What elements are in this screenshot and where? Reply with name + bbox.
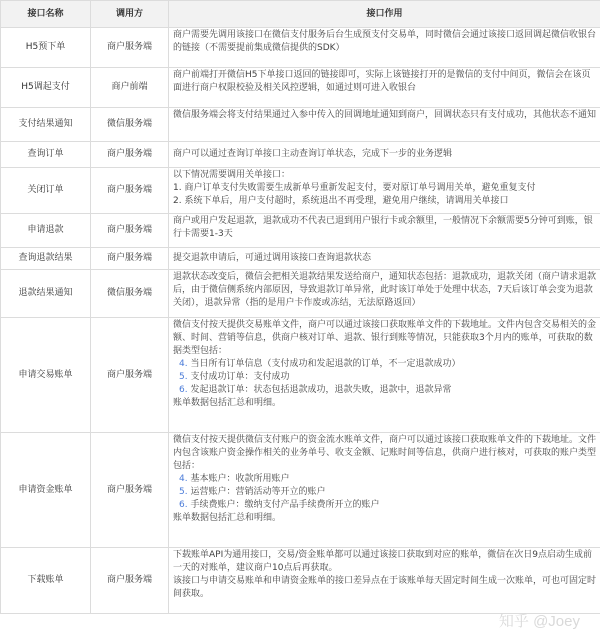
api-name: 查询退款结果	[1, 248, 91, 270]
table-row	[1, 433, 600, 548]
description-line: 以下情况需要调用关单接口：	[173, 170, 291, 180]
api-caller: 商户服务端	[91, 318, 169, 433]
api-description	[169, 318, 600, 433]
list-item: 6. 发起退款订单：状态包括退款成功，退款失败，退款中，退款异常	[179, 385, 452, 395]
list-item: 4. 基本账户：收款所用账户	[179, 474, 290, 484]
table-row	[1, 248, 600, 270]
api-description: 商户前端打开微信H5下单接口返回的链接即可，实际上该链接打开的是微信的支付中间页，微信会在该页面进行商户权限校验及相关风控逻辑，如通过则可进入收银台	[169, 68, 600, 108]
api-description: 商户需要先调用该接口在微信支付服务后台生成预支付交易单，同时微信会通过该接口返回调起微信收银台的链接（不需要提前集成微信提供的SDK）	[169, 28, 600, 68]
api-description	[169, 433, 600, 548]
api-name: 支付结果通知	[1, 108, 91, 142]
api-name: 申请退款	[1, 214, 91, 248]
api-caller: 商户服务端	[91, 433, 169, 548]
api-name: H5预下单	[1, 28, 91, 68]
api-caller: 商户服务端	[91, 214, 169, 248]
header-name: 接口名称	[1, 1, 91, 28]
api-caller: 商户服务端	[91, 142, 169, 168]
api-description	[169, 168, 600, 214]
api-description: 商户可以通过查询订单接口主动查询订单状态，完成下一步的业务逻辑	[169, 142, 600, 168]
description-intro: 微信支付按天提供交易账单文件，商户可以通过该接口获取账单文件的下载地址。文件内包含交易相关的金额、时间、营销等信息，供商户核对订单、退款、银行到账等情况，只能获取3个月内的账单，可获取的数据类型包括：	[173, 320, 597, 356]
api-description: 微信服务端会将支付结果通过入参中传入的回调地址通知到商户，回调状态只有支付成功，其他状态不通知	[169, 108, 600, 142]
table-row	[1, 168, 600, 214]
api-description: 提交退款申请后，可通过调用该接口查询退款状态	[169, 248, 600, 270]
watermark: 知乎 @Joey	[498, 613, 580, 630]
header-caller: 调用方	[91, 1, 169, 28]
api-caller: 商户服务端	[91, 28, 169, 68]
description-line: 该接口与申请交易账单和申请资金账单的接口差异点在于该账单每天固定时间生成一次账单，可也可固定时间获取。	[173, 576, 597, 599]
api-name: 查询订单	[1, 142, 91, 168]
description-line: 2. 系统下单后，用户支付超时，系统退出不再受理，避免用户继续，请调用关单接口	[173, 196, 509, 206]
description-line: 下载账单API为通用接口，交易/资金账单都可以通过该接口获取到对应的账单，微信在次日9点启动生成前一天的对账单，建议商户10点后再获取。	[173, 550, 592, 573]
api-description: 商户或用户发起退款，退款成功不代表已退到用户银行卡或余额里，一般情况下余额需要5分钟可到账，银行卡需要1-3天	[169, 214, 600, 248]
header-purpose: 接口作用	[169, 1, 600, 28]
table-row	[1, 270, 600, 318]
api-name: 申请资金账单	[1, 433, 91, 548]
description-outro: 账单数据包括汇总和明细。	[173, 513, 282, 523]
description-line: 1. 商户订单支付失败需要生成新单号重新发起支付，要对原订单号调用关单，避免重复支付	[173, 183, 536, 193]
table-header-row	[1, 1, 600, 28]
api-description	[169, 548, 600, 614]
description-intro: 微信支付按天提供微信支付账户的资金流水账单文件，商户可以通过该接口获取账单文件的下载地址。文件内包含该账户资金操作相关的业务单号、收支金额、记账时间等信息，供商户进行核对，可获取的账户类型包括：	[173, 435, 597, 471]
api-name: 申请交易账单	[1, 318, 91, 433]
table-row	[1, 28, 600, 68]
api-caller: 微信服务端	[91, 108, 169, 142]
api-caller: 商户前端	[91, 68, 169, 108]
table-row	[1, 548, 600, 614]
api-description: 退款状态改变后，微信会把相关退款结果发送给商户，通知状态包括：退款成功，退款关闭（商户请求退款后，由于微信侧系统内部原因，导致退款订单异常，此时该订单处于处理中状态，7天后该订单会变为退款关闭），退款异常（指的是用户卡作废或冻结，无法原路返回）	[169, 270, 600, 318]
list-item: 6. 手续费账户：缴纳支付产品手续费所开立的账户	[179, 500, 380, 510]
api-caller: 商户服务端	[91, 248, 169, 270]
description-outro: 账单数据包括汇总和明细。	[173, 398, 282, 408]
api-name: H5调起支付	[1, 68, 91, 108]
api-name: 退款结果通知	[1, 270, 91, 318]
table-row	[1, 214, 600, 248]
table-row	[1, 108, 600, 142]
api-caller: 商户服务端	[91, 548, 169, 614]
api-caller: 微信服务端	[91, 270, 169, 318]
table-row	[1, 142, 600, 168]
api-name: 关闭订单	[1, 168, 91, 214]
list-item: 4. 当日所有订单信息（支付成功和发起退款的订单，不一定退款成功）	[179, 359, 461, 369]
list-item: 5. 支付成功订单：支付成功	[179, 372, 290, 382]
api-name: 下载账单	[1, 548, 91, 614]
table-row	[1, 318, 600, 433]
api-caller: 商户服务端	[91, 168, 169, 214]
table-row	[1, 68, 600, 108]
list-item: 5. 运营账户：营销活动等开立的账户	[179, 487, 326, 497]
